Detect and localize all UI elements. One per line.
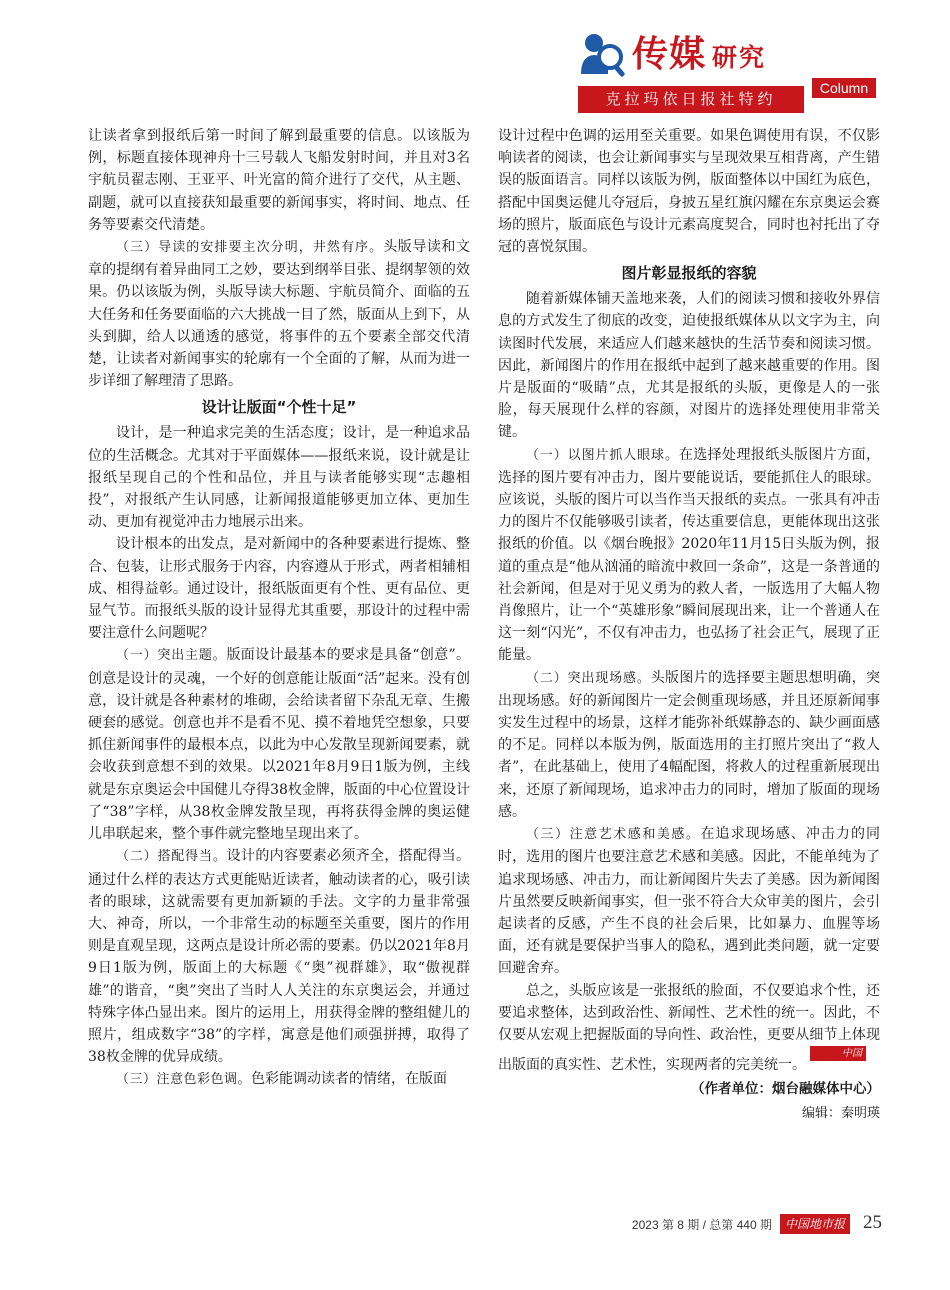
section-heading: 设计让版面“个性十足”	[201, 398, 357, 417]
masthead-title-main: 传媒	[632, 34, 707, 75]
column-tag: Column	[812, 78, 876, 98]
masthead-title	[632, 32, 766, 81]
masthead-title-sub: 研究	[712, 43, 767, 72]
paragraph	[498, 667, 880, 823]
paragraph	[88, 236, 470, 392]
paragraph	[498, 444, 880, 667]
paragraph-lead: （三）导读的安排要主次分明，井然有序。	[116, 240, 384, 256]
paragraph-body: 版面设计最基本的要求是具备“创意”。创意是设计的灵魂，一个好的创意能让版面“活”起来。没有创意，设计就是各种素材的堆砌，会给读者留下杂乱无章、生搬硬套的感觉。创意也并不是看不见、摸不着地凭空想象，只要抓住新闻事件的最根本点，以此为中心发散呈现新闻要素，就会收获到意想不到的效果。以2021年8月9日1版为例，主线就是东京奥运会中国健儿夺得38枚金牌，版面的中心位置设计了“38”字样，从38枚金牌发散呈现，再将获得金牌的奥运健儿串联起来，整个事件就完整地呈现出来了。	[88, 647, 470, 843]
paragraph-lead: （三）注意色彩色调。	[116, 1072, 252, 1088]
paragraph	[88, 644, 470, 845]
paragraph: 让读者拿到报纸后第一时间了解到最重要的信息。以该版为例，标题直接体现神舟十三号载人飞船发射时间，并且对3名宇航员翟志刚、王亚平、叶光富的简介进行了交代，从主题、副题，就可以直接获知最重要的新闻事实，将时间、地点、任务等要素交代清楚。	[88, 128, 470, 233]
paragraph	[498, 823, 880, 979]
paragraph-body: 头版导读和文章的提纲有着异曲同工之妙，要达到纲举目张、提纲挈领的效果。仍以该版为例，头版导读大标题、宇航员简介、面临的五大任务和任务要面临的六大挑战一目了然，版面从上到下，从头到脚，给人以通透的感觉，将事件的五个要素全部交代清楚，让读者对新闻事实的轮廓有一个全面的了解，从而为进一步详细了解理清了思路。	[88, 239, 470, 390]
masthead	[578, 30, 806, 112]
page-footer	[600, 1212, 882, 1251]
paragraph-lead: （一）以图片抓人眼球。	[526, 447, 679, 463]
person-magnifier-icon	[578, 30, 628, 80]
right-column	[498, 125, 880, 1125]
paragraph-lead: （二）突出现场感。	[526, 670, 651, 686]
paragraph: 设计根本的出发点，是对新闻中的各种要素进行提炼、整合、包装，让形式服务于内容，内容遵从于形式，两者相辅相成、相得益彰。通过设计，报纸版面更有个性、更有品位、更显气节。而报纸头版的设计显得尤其重要，那设计的过程中需要注意什么问题呢？	[88, 536, 470, 642]
masthead-tagline: 克拉玛依日报社特约	[578, 86, 804, 113]
paragraph	[88, 845, 470, 1068]
section-heading: 图片彰显报纸的容貌	[621, 264, 757, 283]
paragraph-body: 在选择处理报纸头版图片方面，选择的图片要有冲击力，图片要能说话，要能抓住人的眼球。应该说，头版的图片可以当作当天报纸的卖点。一张具有冲击力的图片不仅能够吸引读者，传达重要信息，更能体现出这张报纸的价值。以《烟台晚报》2020年11月15日头版为例，报道的重点是“他从汹涌的暗流中救回一条命”，这是一条普通的社会新闻，但是对于见义勇为的救人者，一版选用了大幅人物肖像照片，让一个“英雄形象”瞬间展现出来，让一个普通人在这一刻“闪光”，不仅有冲击力，也弘扬了社会正气，展现了正能量。	[498, 446, 880, 664]
paragraph-body: 设计的内容要素必须齐全，搭配得当。通过什么样的表达方式更能贴近读者，触动读者的心，吸引读者的眼球，这就需要有更加新颖的手法。文字的力量非常强大、神奇，所以，一个非常生动的标题至关重要，图片的作用则是直观呈现，这两点是设计所必需的要素。仍以2021年8月9日1版为例，版面上的大标题《“奥”视群雄》，取“傲视群雄”的谐音，“奥”突出了当时人人关注的东京奥运会，并通过特殊字体凸显出来。图片的运用上，用获得金牌的整组健儿的照片，组成数字“38”的字样，寓意是他们顽强拼搏，取得了38枚金牌的优异成绩。	[88, 848, 470, 1066]
end-logo: 中国地市报人	[810, 1046, 866, 1061]
paragraph	[498, 980, 880, 1077]
page-number: 25	[863, 1212, 882, 1233]
paragraph: 设计，是一种追求完美的生活态度；设计，是一种追求品位的生活概念。尤其对于平面媒体——报纸来说，设计就是让报纸呈现自己的个性和品位，并且与读者能够实现“志趣相投”，对报纸产生认同感，让新闻报道能够更加立体、更加生动、更加有视觉冲击力地展示出来。	[88, 425, 470, 531]
issue-info: 2023 第 8 期 / 总第 440 期	[631, 1218, 772, 1232]
footer-logo: 中国地市报人	[780, 1214, 850, 1234]
paragraph-lead: （二）搭配得当。	[116, 849, 227, 865]
paragraph	[88, 1068, 470, 1091]
author-affiliation: （作者单位：烟台融媒体中心）	[691, 1081, 880, 1098]
paragraph: 随着新媒体铺天盖地来袭，人们的阅读习惯和接收外界信息的方式发生了彻底的改变，迫使报纸媒体从以文字为主，向读图时代发展，来适应人们越来越快的生活节奏和阅读习惯。因此，新闻图片的作用在报纸中起到了越来越重要的作用。图片是版面的“吸睛”点，尤其是报纸的头版，更像是人的一张脸，每天展现什么样的容颜，对图片的选择处理使用非常关键。	[498, 291, 880, 441]
paragraph-body: 头版图片的选择要主题思想明确，突出现场感。好的新闻图片一定会侧重现场感，并且还原新闻事实发生过程中的场景，这样才能弥补纸媒静态的、缺少画面感的不足。同样以本版为例，版面选用的主打照片突出了“救人者”，在此基础上，使用了4幅配图，将救人的过程重新展现出来，还原了新闻现场，追求冲击力的同时，增加了版面的现场感。	[498, 669, 880, 820]
paragraph-body: 在追求现场感、冲击力的同时，选用的图片也要注意艺术感和美感。因此，不能单纯为了追求现场感、冲击力，而让新闻图片失去了美感。因为新闻图片虽然要反映新闻事实，但一张不符合大众审美的图片，会引起读者的反感，产生不良的社会后果，比如暴力、血腥等场面，还有就是要保护当事人的隐私，遇到此类问题，就一定要回避舍弃。	[498, 826, 880, 977]
paragraph-lead: （三）注意艺术感和美感。	[526, 827, 701, 843]
paragraph-lead: （一）突出主题。	[116, 648, 227, 664]
paragraph: 设计过程中色调的运用至关重要。如果色调使用有误，不仅影响读者的阅读，也会让新闻事实与呈现效果互相背离，产生错误的版面语言。同样以该版为例，版面整体以中国红为底色，搭配中国奥运健儿夺冠后，身披五星红旗闪耀在东京奥运会赛场的照片，版面底色与设计元素高度契合，同时也衬托出了夺冠的喜悦氛围。	[498, 128, 880, 256]
paragraph-body: 色彩能调动读者的情绪，在版面	[251, 1071, 448, 1088]
left-column	[88, 125, 470, 1092]
paragraph-body: 总之，头版应该是一张报纸的脸面，不仅要追求个性，还要追求整体，达到政治性、新闻性、艺术性的统一。因此，不仅要从宏观上把握版面的导向性、政治性，更要从细节上体现出版面的真实性、艺术性，实现两者的完美统一。	[498, 982, 880, 1074]
editor-credit: 编辑：秦明瑛	[801, 1105, 880, 1121]
